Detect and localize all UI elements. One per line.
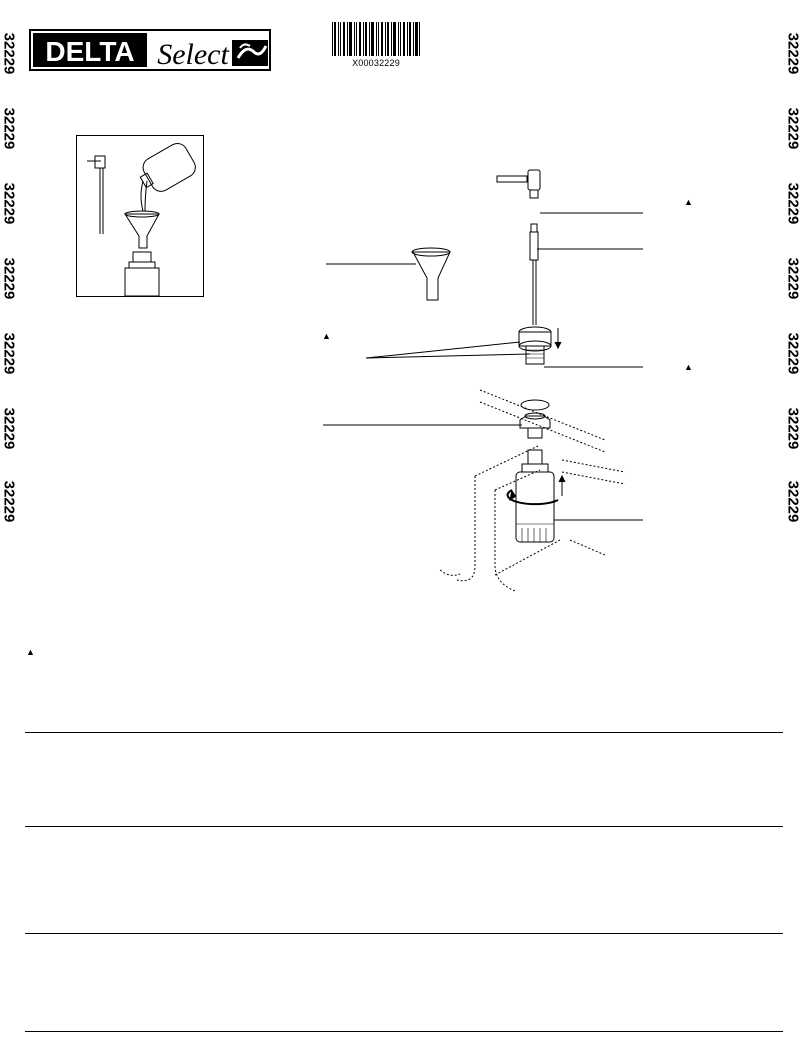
side-code: 32229 xyxy=(784,107,802,150)
section-divider xyxy=(25,732,783,733)
barcode-number: X00032229 xyxy=(352,58,400,68)
brand-text: DELTA xyxy=(45,36,135,67)
exploded-assembly-diagram xyxy=(300,160,660,610)
brand-script-text: Select xyxy=(157,38,229,71)
side-code: 32229 xyxy=(0,407,18,450)
side-code: 32229 xyxy=(0,32,18,75)
filling-illustration xyxy=(76,135,204,297)
warning-triangle-icon: ▲ xyxy=(684,362,693,372)
section-divider xyxy=(25,933,783,934)
section-divider xyxy=(25,826,783,827)
section-divider xyxy=(25,1031,783,1032)
right-model-codes xyxy=(780,0,808,540)
warning-triangle-icon: ▲ xyxy=(26,647,35,657)
left-model-codes xyxy=(0,0,30,540)
side-code: 32229 xyxy=(0,182,18,225)
delta-select-logo xyxy=(28,18,273,88)
side-code: 32229 xyxy=(784,257,802,300)
side-code: 32229 xyxy=(0,107,18,150)
side-code: 32229 xyxy=(784,407,802,450)
side-code: 32229 xyxy=(0,480,18,523)
barcode-icon xyxy=(330,22,422,62)
warning-triangle-icon: ▲ xyxy=(322,331,331,341)
side-code: 32229 xyxy=(0,332,18,375)
side-code: 32229 xyxy=(784,182,802,225)
side-code: 32229 xyxy=(784,332,802,375)
side-code: 32229 xyxy=(0,257,18,300)
side-code: 32229 xyxy=(784,480,802,523)
warning-triangle-icon: ▲ xyxy=(684,197,693,207)
side-code: 32229 xyxy=(784,32,802,75)
